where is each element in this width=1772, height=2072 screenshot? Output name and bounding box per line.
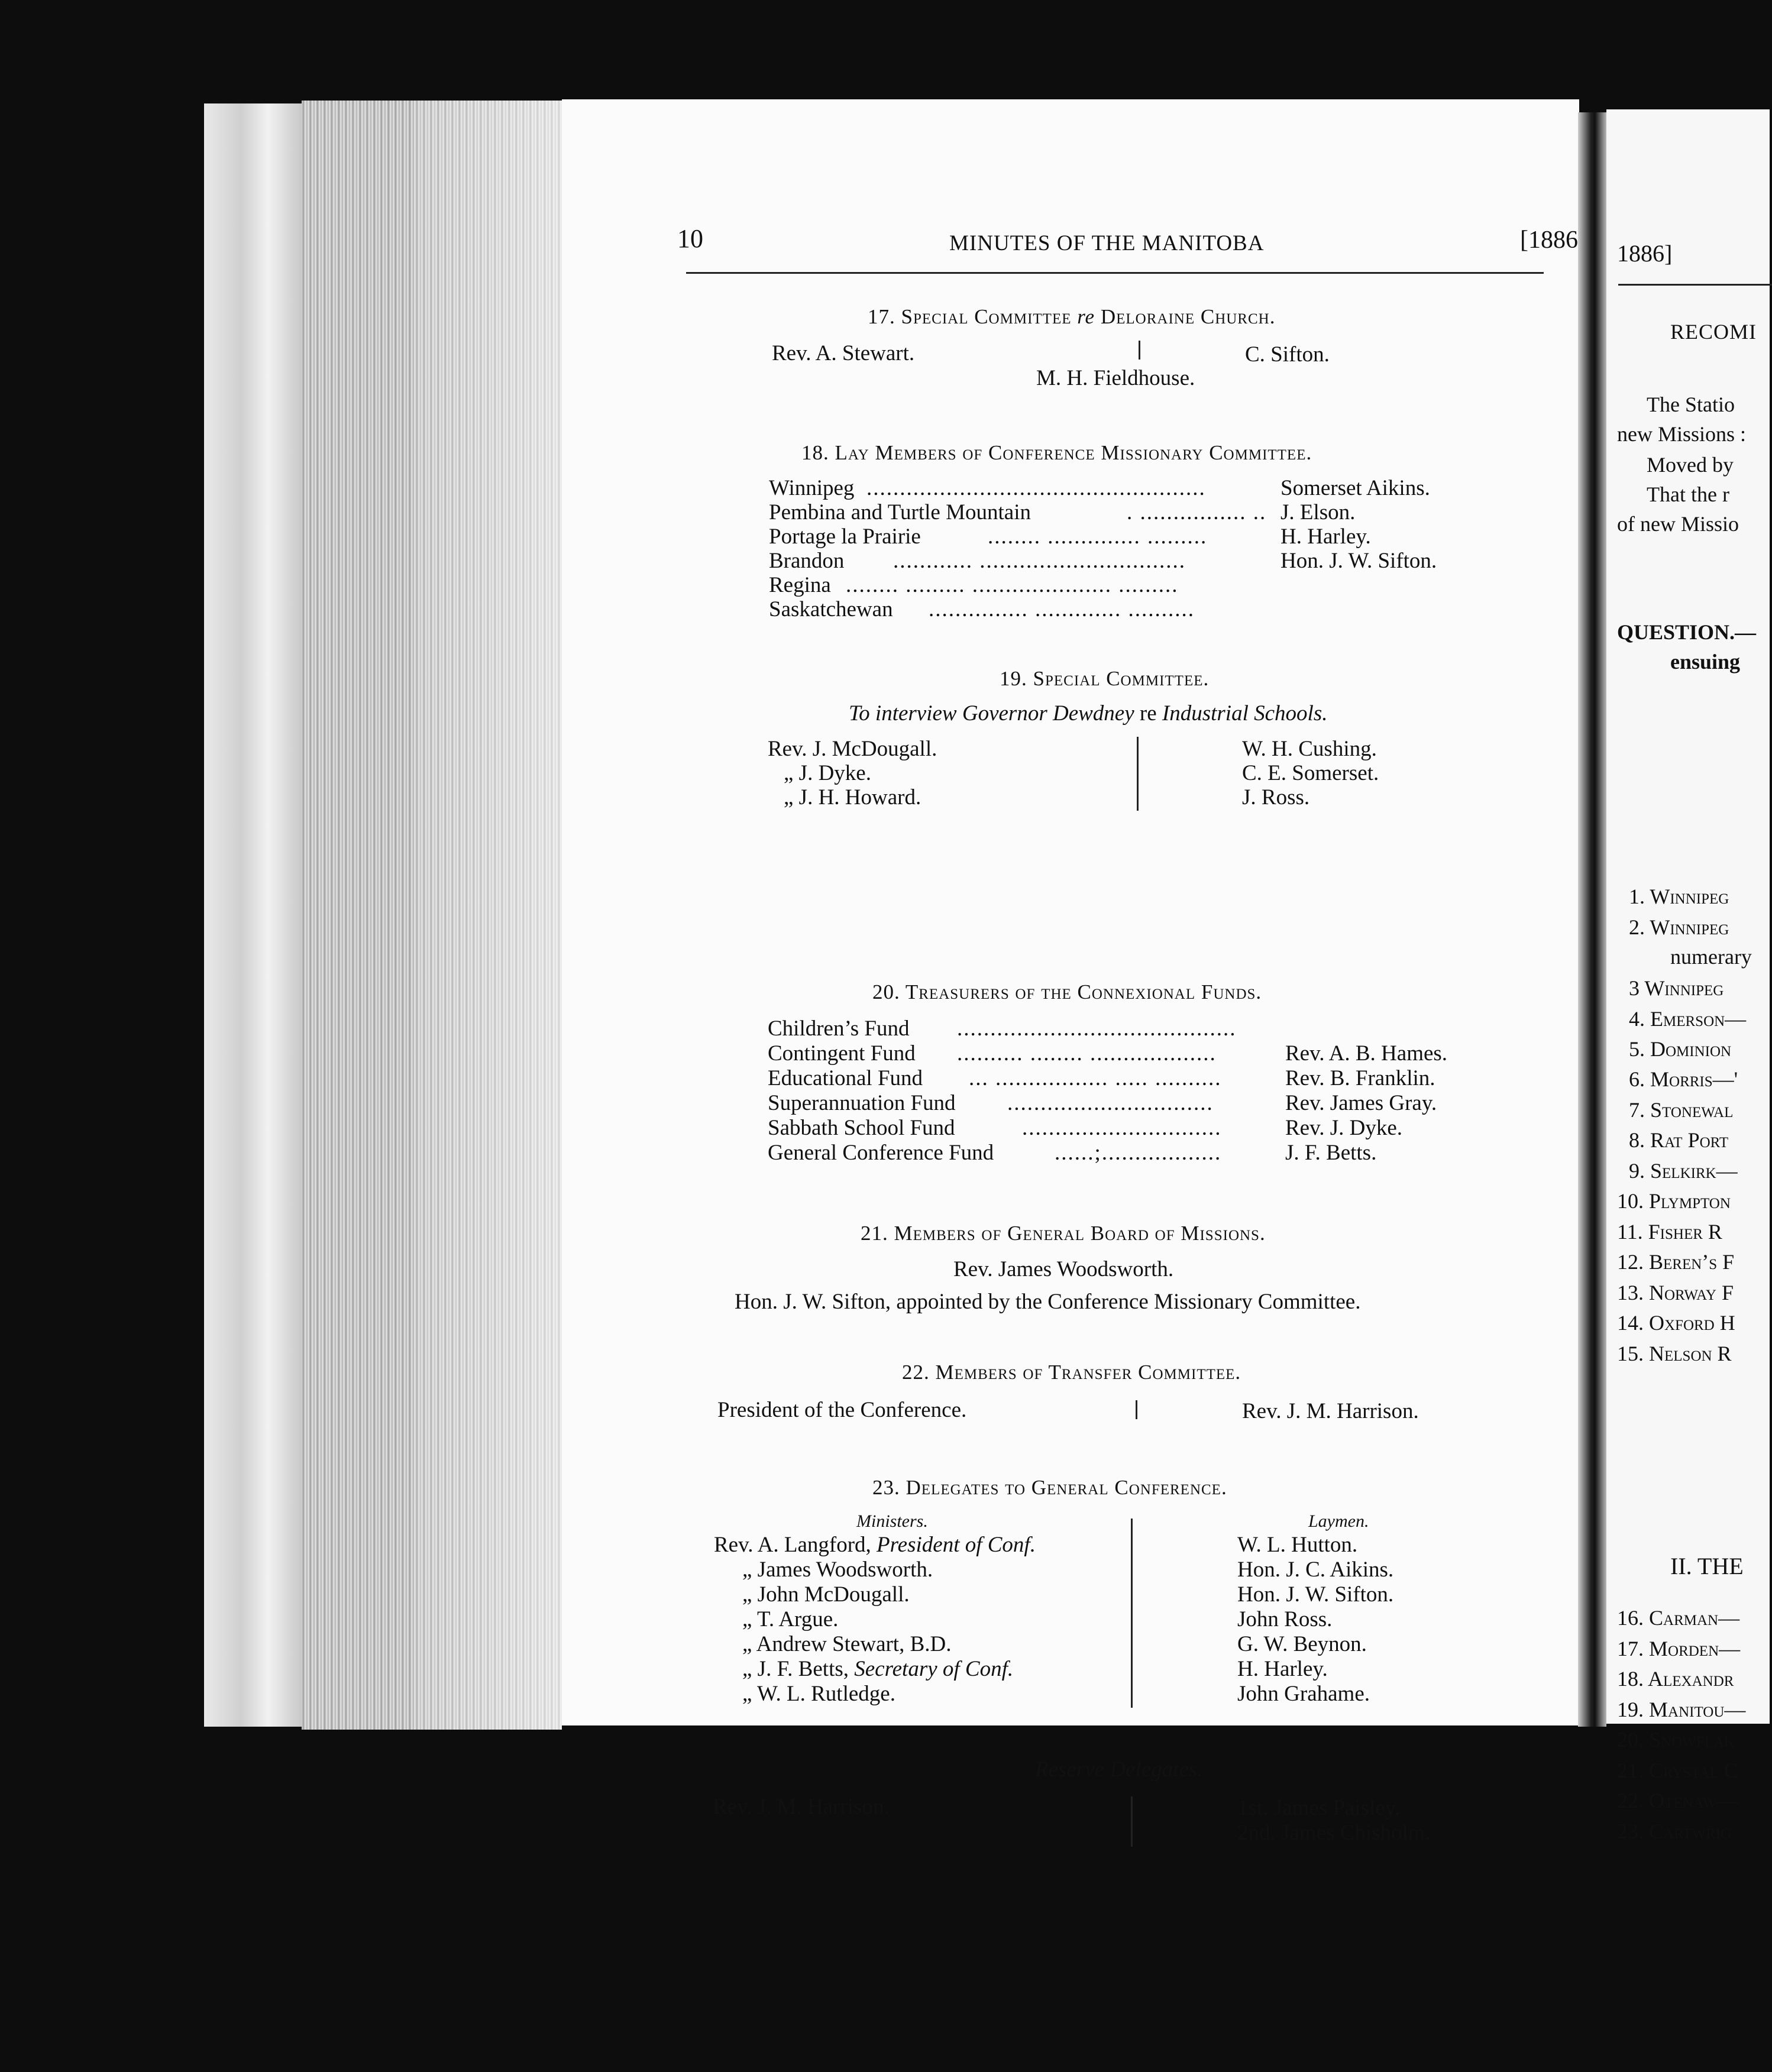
s19-sub-re: re	[1139, 701, 1157, 726]
s20-name: J. F. Betts.	[1285, 1141, 1377, 1165]
right-line: That the r	[1647, 483, 1729, 506]
right-list-item: 19. Manitou—	[1617, 1698, 1746, 1721]
right-list-item: 20. Snowflak	[1617, 1728, 1735, 1752]
s23-heading: 23. Delegates to General Conference.	[872, 1476, 1227, 1499]
year-bracket: [1886	[1520, 226, 1578, 254]
right-line: new Missions :	[1617, 422, 1747, 446]
s23-reserve-divider	[1131, 1796, 1133, 1847]
s20-row	[768, 1115, 1507, 1140]
left-page	[562, 99, 1579, 1845]
s17-divider	[1139, 341, 1140, 360]
s23-minister	[742, 1631, 952, 1657]
right-list-item: 7. Stonewal	[1629, 1098, 1734, 1122]
s18-name: H. Harley.	[1281, 525, 1371, 549]
s19-subheading	[849, 701, 1327, 726]
s20-fund: Children’s Fund	[768, 1016, 910, 1041]
minister-role: President of Conf.	[877, 1533, 1036, 1557]
right-list-item: 21. Crystal C	[1617, 1759, 1738, 1782]
s20-row	[768, 1090, 1507, 1115]
s18-list	[769, 475, 1496, 621]
right-header-rule	[1618, 284, 1772, 286]
s19-right-2: C. E. Somerset.	[1242, 761, 1379, 785]
s20-row	[768, 1066, 1507, 1090]
s17-heading-re: re	[1077, 305, 1095, 328]
s23-reserve-right-2: 2nd. James Chisholm.	[1237, 1821, 1431, 1845]
minister-name: „ John McDougall.	[742, 1582, 910, 1607]
s18-heading: 18. Lay Members of Conference Missionary Committee.	[801, 441, 1312, 464]
right-list-item: 17. Morden—	[1617, 1637, 1741, 1660]
right-section-heading: II. THE	[1670, 1553, 1744, 1579]
s23-layman: G. W. Beynon.	[1237, 1632, 1367, 1656]
s19-left-1: Rev. J. McDougall.	[768, 737, 937, 761]
right-list-item: 14. Oxford H	[1617, 1311, 1735, 1335]
running-head: MINUTES OF THE MANITOBA	[949, 231, 1265, 255]
s20-fund: Superannuation Fund	[768, 1091, 956, 1115]
s20-leader: .......... ........ ...................	[957, 1041, 1217, 1066]
right-list-item: 10. Plympton	[1617, 1189, 1731, 1213]
s22-left: President of the Conference.	[717, 1398, 967, 1422]
s21-line1: Rev. James Woodsworth.	[953, 1257, 1174, 1281]
s23-reserve-right-1: 1st. James Paisley.	[1237, 1796, 1401, 1820]
minister-name: „ James Woodsworth.	[742, 1558, 933, 1582]
s18-leader: ............ ...............................	[893, 549, 1186, 573]
s19-sub-pre: To interview Governor Dewdney	[849, 701, 1140, 726]
s18-row	[769, 500, 1496, 524]
s23-layman: John Ross.	[1237, 1607, 1333, 1631]
right-list-item: 1. Winnipeg	[1629, 885, 1729, 908]
s23-minister	[742, 1607, 838, 1632]
s23-minister	[742, 1582, 910, 1607]
s18-place: Winnipeg	[769, 476, 855, 500]
right-list-item: 13. Norway F	[1617, 1281, 1734, 1304]
s17-heading-pre: 17. Special Committee	[868, 305, 1078, 328]
minister-name: Rev. A. Langford,	[714, 1533, 877, 1557]
s17-right: C. Sifton.	[1245, 342, 1330, 367]
s18-row	[769, 572, 1496, 597]
s20-name: Rev. J. Dyke.	[1285, 1116, 1402, 1140]
s20-leader: ..........................................	[957, 1016, 1237, 1041]
s20-fund: Sabbath School Fund	[768, 1116, 955, 1140]
s18-row	[769, 548, 1496, 572]
right-line: of new Missio	[1617, 512, 1739, 536]
s23-ministers-title: Ministers.	[856, 1511, 928, 1531]
s20-list	[768, 1016, 1507, 1165]
s22-right: Rev. J. M. Harrison.	[1242, 1399, 1419, 1423]
s18-leader: ........ .............. .........	[988, 525, 1208, 549]
s18-leader: ...................................................	[866, 476, 1206, 500]
minister-name: „ J. F. Betts,	[742, 1657, 855, 1681]
s20-name: Rev. A. B. Hames.	[1285, 1041, 1448, 1066]
s18-place: Pembina and Turtle Mountain	[769, 500, 1031, 525]
right-list-item: 5. Dominion	[1629, 1037, 1732, 1061]
minister-name: „ W. L. Rutledge.	[742, 1682, 895, 1706]
s17-heading	[868, 305, 1275, 329]
page-edges-shade	[414, 101, 562, 1730]
s17-center: M. H. Fieldhouse.	[1036, 366, 1195, 390]
right-line: ensuing	[1670, 650, 1741, 674]
s20-fund: Educational Fund	[768, 1066, 923, 1090]
s18-name: Somerset Aikins.	[1281, 476, 1430, 500]
s21-heading: 21. Members of General Board of Missions.	[861, 1222, 1266, 1245]
right-list-item: 9. Selkirk—	[1629, 1159, 1738, 1183]
s20-leader: ......;..................	[1055, 1141, 1222, 1165]
right-list-item: 12. Beren’s F	[1617, 1250, 1735, 1274]
page-number: 10	[677, 224, 703, 253]
right-line: Moved by	[1647, 453, 1734, 477]
right-list-item: numerary	[1670, 945, 1752, 969]
s20-fund: General Conference Fund	[768, 1141, 994, 1165]
s19-sub-post: Industrial Schools.	[1156, 701, 1328, 726]
s20-row	[768, 1041, 1507, 1066]
right-line: RECOMI	[1670, 320, 1757, 344]
right-line: The Statio	[1647, 393, 1735, 416]
s23-laymen-title: Laymen.	[1308, 1511, 1369, 1531]
s23-divider	[1131, 1519, 1133, 1708]
s20-leader: ... ................. ..... ..........	[969, 1066, 1222, 1090]
s18-place: Regina	[769, 573, 831, 597]
right-list-item: 22. Otenaw—	[1617, 1789, 1738, 1812]
right-page	[1606, 109, 1770, 1843]
s18-place: Brandon	[769, 549, 845, 573]
s19-right-3: J. Ross.	[1242, 785, 1310, 810]
right-list-item: 3 Winnipeg	[1629, 976, 1724, 1000]
s17-heading-post: Deloraine Church.	[1095, 305, 1276, 328]
header-rule	[686, 272, 1544, 274]
s23-minister	[714, 1532, 1036, 1558]
right-list-item: 16. Carman—	[1617, 1606, 1740, 1630]
minister-name: „ Andrew Stewart, B.D.	[742, 1632, 952, 1656]
right-list-item: 23. Cartwrig	[1617, 1820, 1732, 1843]
s20-name: Rev. James Gray.	[1285, 1091, 1437, 1115]
s20-heading: 20. Treasurers of the Connexional Funds.	[872, 980, 1262, 1003]
right-list-item: 4. Emerson—	[1629, 1007, 1747, 1031]
s22-divider	[1136, 1400, 1137, 1419]
s23-minister	[742, 1656, 1013, 1682]
s23-layman: John Grahame.	[1237, 1682, 1370, 1706]
s20-name: Rev. B. Franklin.	[1285, 1066, 1435, 1090]
right-list-item: 18. Alexandr	[1617, 1667, 1734, 1691]
s19-left-3: „ J. H. Howard.	[784, 785, 921, 810]
s18-row	[769, 597, 1496, 621]
s23-layman: Hon. J. W. Sifton.	[1237, 1582, 1394, 1607]
s18-place: Saskatchewan	[769, 597, 893, 621]
s23-layman: Hon. J. C. Aikins.	[1237, 1558, 1394, 1582]
s18-leader: ........ ......... ..................... .........	[846, 573, 1179, 597]
s23-reserve-title: Reserve Delegates.	[1035, 1757, 1203, 1782]
minister-name: „ T. Argue.	[742, 1607, 839, 1631]
s21-line2: Hon. J. W. Sifton, appointed by the Conference Missionary Committee.	[735, 1290, 1361, 1314]
right-list-item: 15. Nelson R	[1617, 1342, 1732, 1365]
s19-right-1: W. H. Cushing.	[1242, 737, 1377, 761]
s17-left: Rev. A. Stewart.	[772, 341, 915, 365]
s20-leader: ..............................	[1022, 1116, 1222, 1140]
s23-minister	[742, 1557, 933, 1582]
book-cover-edge	[204, 103, 311, 1727]
s18-name: J. Elson.	[1281, 500, 1356, 525]
book-gutter	[1578, 112, 1606, 1727]
s20-row	[768, 1140, 1507, 1165]
right-list-item: 2. Winnipeg	[1629, 915, 1729, 939]
s18-leader: . ................ ..	[1127, 500, 1267, 525]
s18-row	[769, 475, 1496, 500]
right-year: 1886]	[1617, 240, 1673, 267]
right-list-item: 8. Rat Port	[1629, 1128, 1729, 1152]
s18-leader: ............... ............. ..........	[929, 597, 1195, 621]
s18-place: Portage la Prairie	[769, 525, 921, 549]
s18-name: Hon. J. W. Sifton.	[1281, 549, 1437, 573]
s19-left-2: „ J. Dyke.	[784, 761, 871, 785]
s20-leader: ...............................	[1007, 1091, 1214, 1115]
s23-minister	[742, 1681, 895, 1707]
s23-reserve-left: Rev. J. M. Harrison.	[713, 1795, 890, 1819]
right-list-item: 6. Morris—'	[1629, 1067, 1738, 1091]
right-line: QUESTION.—	[1617, 620, 1757, 644]
s22-heading: 22. Members of Transfer Committee.	[902, 1361, 1241, 1384]
minister-role: Secretary of Conf.	[854, 1657, 1014, 1681]
s19-divider	[1137, 737, 1139, 811]
s19-heading: 19. Special Committee.	[1000, 667, 1210, 690]
s18-row	[769, 524, 1496, 548]
s20-fund: Contingent Fund	[768, 1041, 916, 1066]
s23-layman: H. Harley.	[1237, 1657, 1328, 1681]
s20-row	[768, 1016, 1507, 1041]
s23-layman: W. L. Hutton.	[1237, 1533, 1358, 1557]
right-list-item: 11. Fisher R	[1617, 1220, 1722, 1244]
